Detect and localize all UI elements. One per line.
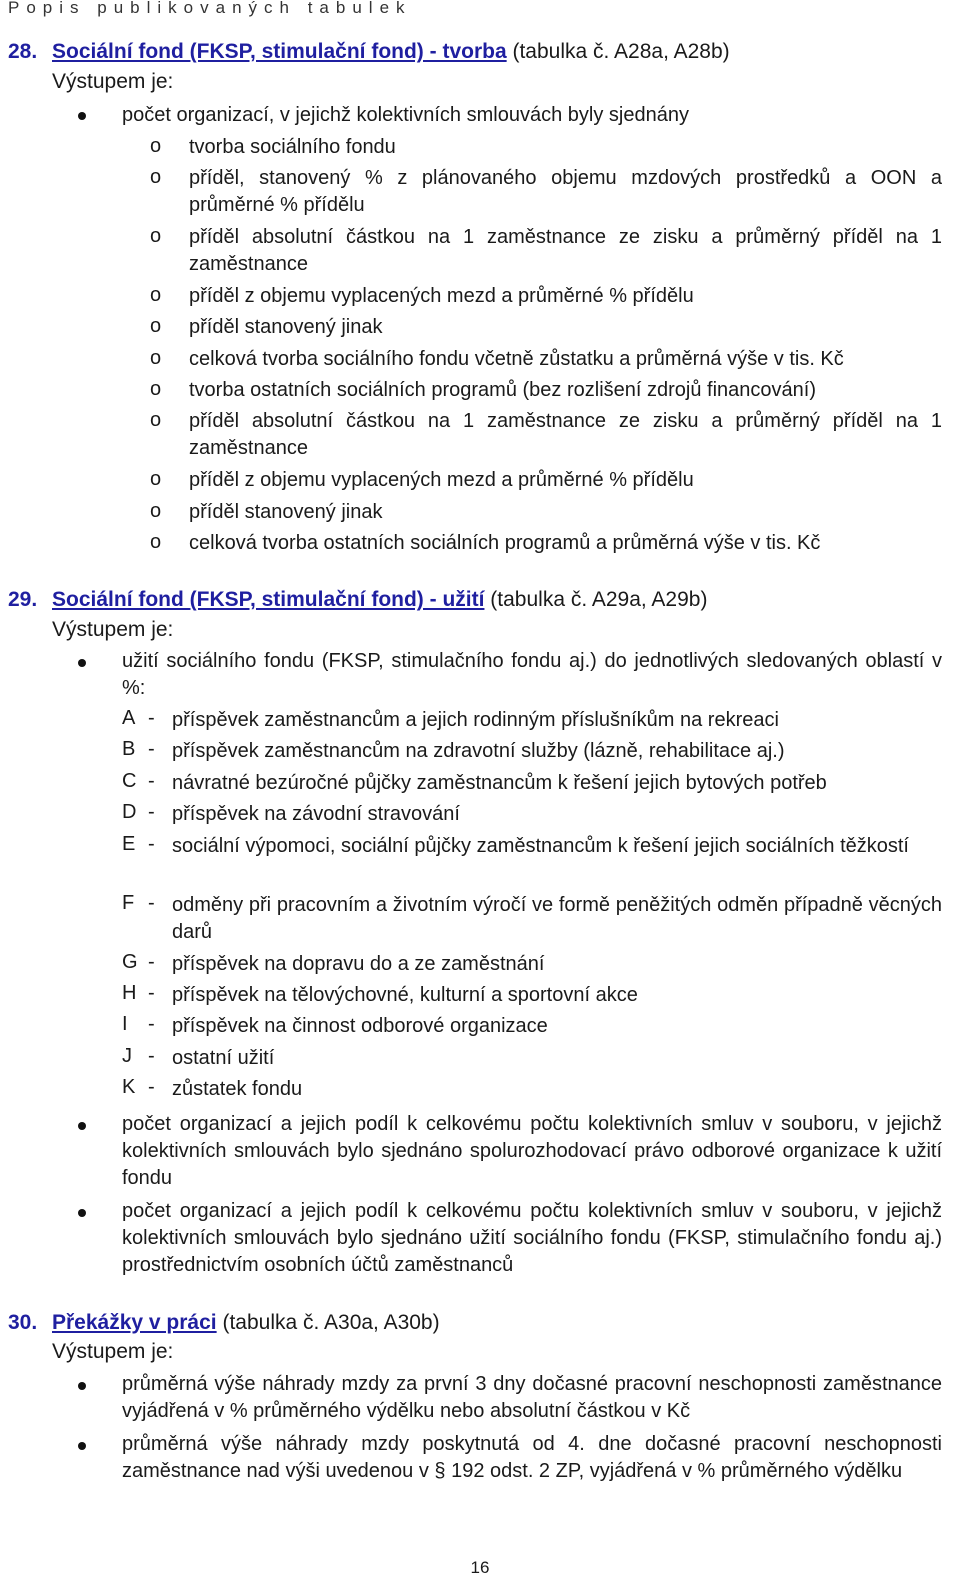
bullet-icon — [78, 1122, 86, 1130]
letter-item: odměny při pracovním a životním výročí ve formě peněžitých odměn případně věcných darů — [172, 894, 942, 943]
letter-label: G — [122, 951, 138, 973]
letter-item: sociální výpomoci, sociální půjčky zaměstnancům k řešení jejich sociálních těžkostí — [172, 835, 909, 857]
dash: - — [148, 801, 155, 823]
section-28-heading — [8, 40, 730, 64]
bullet-icon — [78, 659, 86, 667]
list-item: průměrná výše náhrady mzdy za první 3 dny dočasné pracovní neschopnosti zaměstnance vyjádřená v % průměrného výdělku nebo absolutní částkou v Kč — [122, 1373, 942, 1422]
letter-item: příspěvek zaměstnancům a jejich rodinným příslušníkům na rekreaci — [172, 709, 779, 731]
dash: - — [148, 892, 155, 914]
dash: - — [148, 738, 155, 760]
letter-label: J — [122, 1045, 132, 1067]
circle-bullet-icon: o — [150, 225, 162, 247]
bullet-icon — [78, 1382, 86, 1390]
letter-label: I — [122, 1013, 128, 1035]
section-30-heading — [8, 1311, 440, 1335]
letter-label: B — [122, 738, 136, 760]
section-title: Překážky v práci — [52, 1311, 217, 1334]
letter-label: A — [122, 707, 136, 729]
section-title: Sociální fond (FKSP, stimulační fond) - užití — [52, 588, 485, 611]
sub-list-item: příděl, stanovený % z plánovaného objemu mzdových prostředků a OON a průměrné % přídělu — [189, 167, 942, 216]
list-item: počet organizací a jejich podíl k celkovému počtu kolektivních smluv v souboru, v jejichž kolektivních smlouvách bylo sjednáno spolurozhodovací právo odborové organizace k užití fondu — [122, 1113, 942, 1189]
bullet-icon — [78, 1442, 86, 1450]
section-number: 30. — [8, 1311, 38, 1334]
circle-bullet-icon: o — [150, 500, 162, 522]
circle-bullet-icon: o — [150, 284, 162, 306]
sub-list-item: tvorba ostatních sociálních programů (bez rozlišení zdrojů financování) — [189, 379, 816, 401]
letter-label: D — [122, 801, 137, 823]
letter-label: C — [122, 770, 137, 792]
sub-list-item: příděl z objemu vyplacených mezd a průměrné % přídělu — [189, 469, 694, 491]
sub-list-item: příděl absolutní částkou na 1 zaměstnance ze zisku a průměrný příděl na 1 zaměstnance — [189, 410, 942, 459]
letter-label: F — [122, 892, 135, 914]
table-reference: (tabulka č. A29a, A29b) — [484, 588, 708, 611]
letter-item: příspěvek na závodní stravování — [172, 803, 460, 825]
sub-list-item: celková tvorba ostatních sociálních programů a průměrná výše v tis. Kč — [189, 532, 821, 554]
output-label: Výstupem je: — [52, 1340, 174, 1363]
circle-bullet-icon: o — [150, 315, 162, 337]
circle-bullet-icon: o — [150, 468, 162, 490]
table-reference: (tabulka č. A30a, A30b) — [216, 1311, 440, 1334]
letter-label: K — [122, 1076, 136, 1098]
page-header: Popis publikovaných tabulek — [8, 0, 412, 17]
letter-item: návratné bezúročné půjčky zaměstnancům k řešení jejich bytových potřeb — [172, 772, 827, 794]
list-item: počet organizací a jejich podíl k celkovému počtu kolektivních smluv v souboru, v jejichž kolektivních smlouvách bylo sjednáno užití sociálního fondu (FKSP, stimulačního fondu aj.) prostřednictvím osobních účtů zaměstnanců — [122, 1200, 942, 1276]
letter-item: zůstatek fondu — [172, 1078, 303, 1100]
circle-bullet-icon: o — [150, 409, 162, 431]
dash: - — [148, 1076, 155, 1098]
sub-list-item: příděl z objemu vyplacených mezd a průměrné % přídělu — [189, 285, 694, 307]
sub-list-item: celková tvorba sociálního fondu včetně zůstatku a průměrná výše v tis. Kč — [189, 348, 844, 370]
table-reference: (tabulka č. A28a, A28b) — [506, 40, 730, 63]
letter-item: příspěvek na činnost odborové organizace — [172, 1015, 548, 1037]
letter-label: E — [122, 833, 136, 855]
dash: - — [148, 770, 155, 792]
circle-bullet-icon: o — [150, 135, 162, 157]
dash: - — [148, 1013, 155, 1035]
dash: - — [148, 951, 155, 973]
circle-bullet-icon: o — [150, 531, 162, 553]
dash: - — [148, 833, 155, 855]
dash: - — [148, 707, 155, 729]
list-item: počet organizací, v jejichž kolektivních smlouvách byly sjednány — [122, 104, 689, 126]
letter-item: ostatní užití — [172, 1047, 275, 1069]
sub-list-item: příděl stanovený jinak — [189, 501, 383, 523]
circle-bullet-icon: o — [150, 166, 162, 188]
list-item: průměrná výše náhrady mzdy poskytnutá od 4. dne dočasné pracovní neschopnosti zaměstnance nad výši uvedenou v § 192 odst. 2 ZP, vyjádřená v % průměrného výdělku — [122, 1433, 942, 1482]
letter-item: příspěvek na dopravu do a ze zaměstnání — [172, 953, 545, 975]
dash: - — [148, 1045, 155, 1067]
output-label: Výstupem je: — [52, 618, 174, 641]
letter-item: příspěvek na tělovýchovné, kulturní a sportovní akce — [172, 984, 638, 1006]
sub-list-item: příděl stanovený jinak — [189, 316, 383, 338]
list-item: užití sociálního fondu (FKSP, stimulačního fondu aj.) do jednotlivých sledovaných oblastí v %: — [122, 650, 942, 699]
circle-bullet-icon: o — [150, 347, 162, 369]
section-title: Sociální fond (FKSP, stimulační fond) - tvorba — [52, 40, 507, 63]
section-number: 29. — [8, 588, 38, 611]
section-number: 28. — [8, 40, 38, 63]
sub-list-item: příděl absolutní částkou na 1 zaměstnance ze zisku a průměrný příděl na 1 zaměstnance — [189, 226, 942, 275]
circle-bullet-icon: o — [150, 378, 162, 400]
section-29-heading — [8, 588, 707, 612]
letter-item: příspěvek zaměstnancům na zdravotní služby (lázně, rehabilitace aj.) — [172, 740, 785, 762]
dash: - — [148, 982, 155, 1004]
sub-list-item: tvorba sociálního fondu — [189, 136, 396, 158]
page-number: 16 — [470, 1558, 490, 1577]
bullet-icon — [78, 112, 86, 120]
bullet-icon — [78, 1209, 86, 1217]
letter-label: H — [122, 982, 137, 1004]
output-label: Výstupem je: — [52, 70, 174, 93]
